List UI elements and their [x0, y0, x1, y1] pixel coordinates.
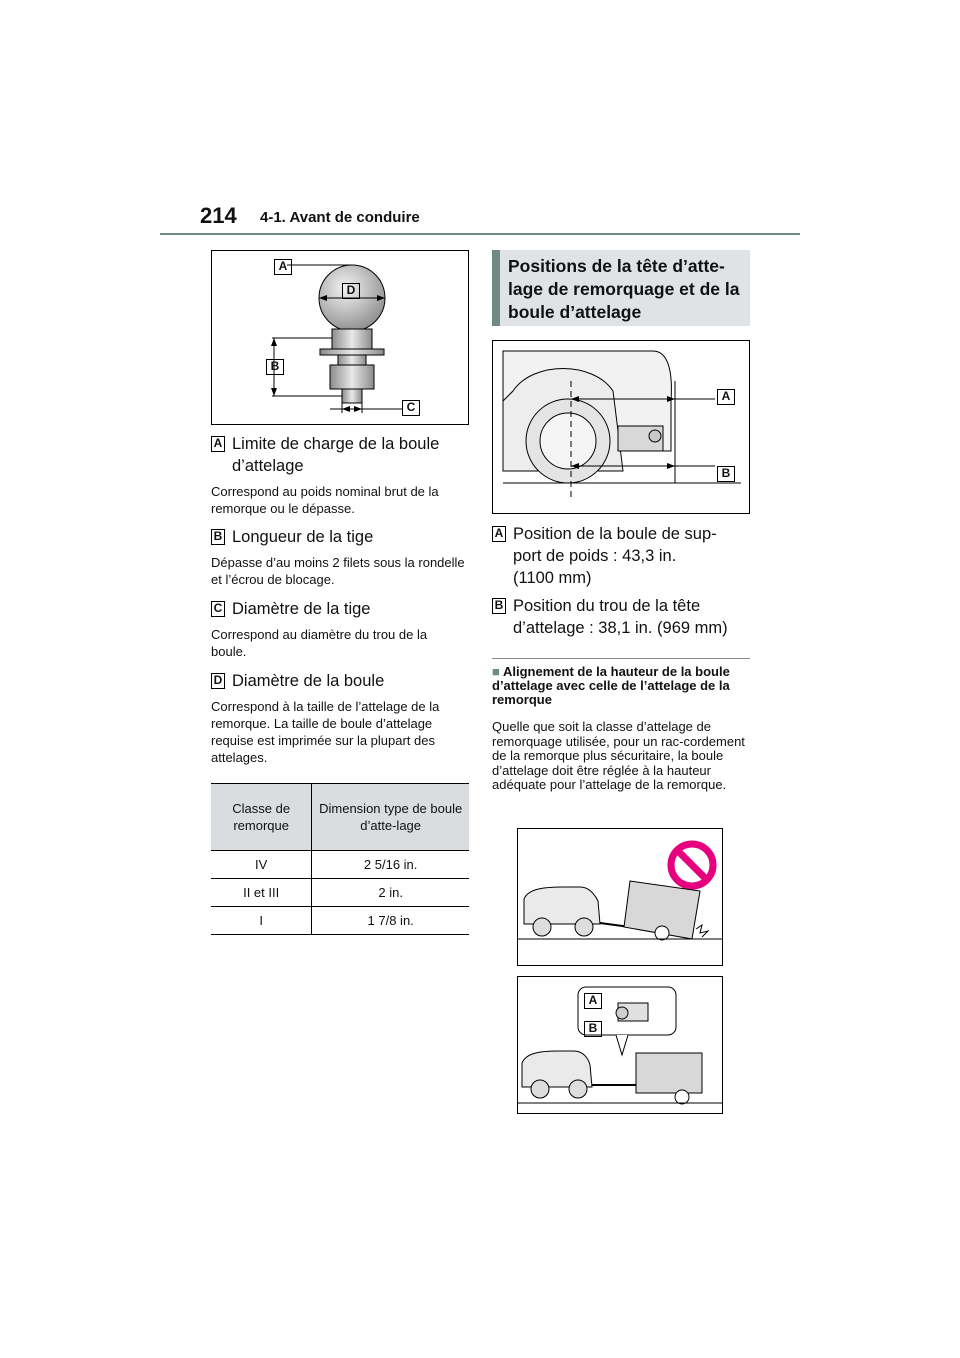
ball-label-a: A — [274, 259, 292, 275]
table-cell-dimension: 1 7/8 in. — [312, 907, 469, 935]
item-a-desc: Correspond au poids nominal brut de la remorque ou le dépasse. — [211, 484, 439, 516]
header-rule — [160, 233, 800, 235]
alignment-marker: ■ — [492, 664, 500, 679]
position-figure-label-b: B — [717, 466, 735, 482]
table-header-class: Classe de remorque — [211, 784, 312, 851]
table-cell-class: II et III — [211, 879, 312, 907]
correct-figure-label-a: A — [584, 993, 602, 1009]
item-b-desc: Dépasse d’au moins 2 filets sous la rondelle et l’écrou de blocage. — [211, 555, 465, 587]
item-c-label: C — [211, 601, 225, 617]
page-number: 214 — [200, 203, 237, 228]
position-a-line2: port de poids : 43,3 in. — [513, 547, 677, 565]
item-a-title: Limite de charge de la boule d’attelage — [232, 435, 440, 475]
item-b-label: B — [211, 529, 225, 545]
table-header-row — [211, 784, 469, 851]
correct-towing-illustration — [518, 977, 722, 1113]
section-title: 4-1. Avant de conduire — [260, 209, 420, 226]
ball-mount-figure — [211, 250, 469, 425]
alignment-title — [492, 665, 750, 707]
table-cell-dimension: 2 5/16 in. — [312, 851, 469, 879]
position-b-label: B — [492, 598, 506, 614]
vehicle-rear-illustration — [493, 341, 749, 513]
table-row — [211, 907, 469, 935]
table-cell-dimension: 2 in. — [312, 879, 469, 907]
correct-towing-figure — [517, 976, 723, 1114]
position-a-line1: Position de la boule de sup- — [513, 525, 717, 543]
item-b-title: Longueur de la tige — [232, 528, 374, 546]
incorrect-towing-illustration — [518, 829, 722, 965]
table-cell-class: IV — [211, 851, 312, 879]
alignment-body: Quelle que soit la classe d’attelage de remorquage utilisée, pour un rac-cordement de la remorque plus sécuritaire, la boule d’attelage doit être réglée à la hauteur adéquate pour l’attelage de la remorque. — [492, 719, 745, 792]
table-row — [211, 879, 469, 907]
ball-label-b: B — [266, 359, 284, 375]
vehicle-rear-figure — [492, 340, 750, 514]
alignment-title-text: Alignement de la hauteur de la boule d’attelage avec celle de l’attelage de la remorque — [492, 664, 730, 707]
positions-heading: Positions de la tête d’atte-lage de remorquage et de la boule d’attelage — [492, 250, 750, 326]
table-row — [211, 851, 469, 879]
ball-mount-illustration — [212, 251, 468, 424]
incorrect-towing-figure — [517, 828, 723, 966]
item-c-desc: Correspond au diamètre du trou de la boule. — [211, 627, 428, 659]
correct-figure-label-b: B — [584, 1021, 602, 1037]
position-b-line1: Position du trou de la tête — [513, 597, 701, 615]
subsection-rule — [492, 658, 750, 659]
ball-size-table — [211, 783, 469, 935]
item-d-title: Diamètre de la boule — [232, 672, 385, 690]
ball-label-d: D — [342, 283, 360, 299]
item-a-label: A — [211, 436, 225, 452]
table-cell-class: I — [211, 907, 312, 935]
ball-label-c: C — [402, 400, 420, 416]
position-a-label: A — [492, 526, 506, 542]
position-figure-label-a: A — [717, 389, 735, 405]
table-header-dimension: Dimension type de boule d’atte-lage — [312, 784, 469, 851]
item-c-title: Diamètre de la tige — [232, 600, 371, 618]
item-d-desc: Correspond à la taille de l’attelage de la remorque. La taille de boule d’attelage requise est imprimée sur la plupart des attelages. — [211, 699, 440, 765]
position-b-line2: d’attelage : 38,1 in. (969 mm) — [513, 619, 728, 637]
position-a-line3: (1100 mm) — [513, 569, 592, 587]
item-d-label: D — [211, 673, 225, 689]
